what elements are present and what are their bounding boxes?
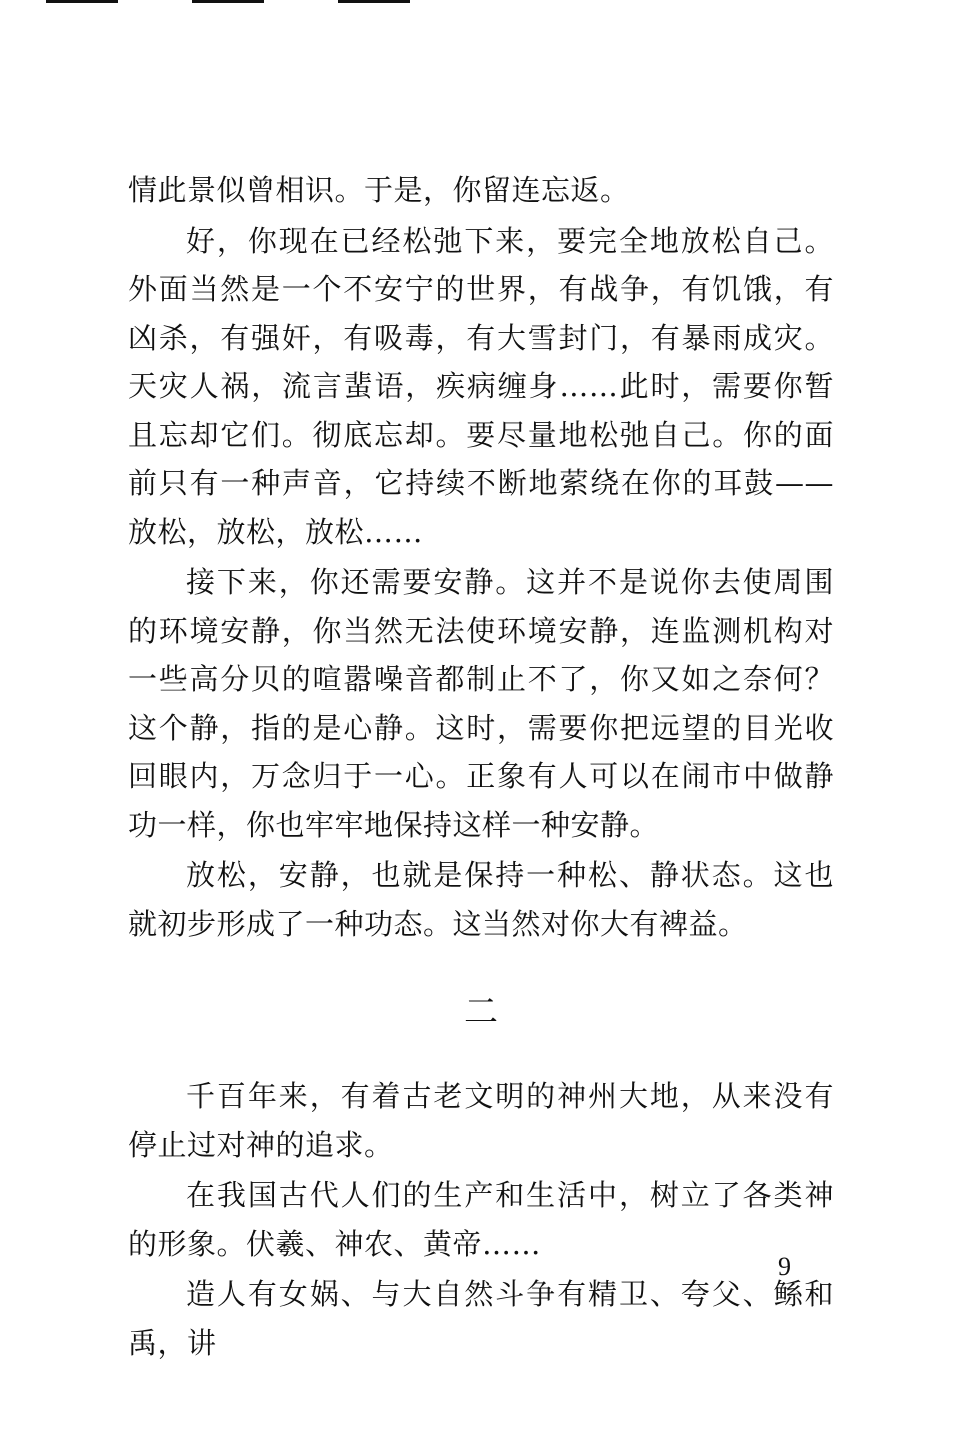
paragraph-4: 放松，安静，也就是保持一种松、静状态。这也就初步形成了一种功态。这当然对你大有裨益。 [128, 858, 834, 941]
paragraph-3: 接下来，你还需要安静。这并不是说你去使周围的环境安静，你当然无法使环境安静，连监测机构对一些高分贝的喧嚣噪音都制止不了，你又如之奈何？这个静，指的是心静。这时，需要你把远望的目光收回眼内，万念归于一心。正象有人可以在闹市中做静功一样，你也牢牢地保持这样一种安静。 [128, 565, 834, 842]
section-heading: 二 [464, 992, 498, 1032]
paragraph-5: 千百年来，有着古老文明的神州大地，从来没有停止过对神的追求。 [128, 1079, 834, 1162]
page-body [128, 166, 834, 1369]
paragraph-6: 在我国古代人们的生产和生活中，树立了各类神的形象。伏羲、神农、黄帝…… [128, 1178, 834, 1261]
top-rule-left [46, 0, 118, 3]
top-rule-middle [192, 0, 264, 3]
page-number: 9 [778, 1252, 791, 1281]
paragraph-7: 造人有女娲、与大自然斗争有精卫、夸父、鲧和禹，讲 [128, 1277, 834, 1360]
paragraph-1: 情此景似曾相识。于是，你留连忘返。 [128, 173, 630, 207]
paragraph-2: 好，你现在已经松弛下来，要完全地放松自己。外面当然是一个不安宁的世界，有战争，有饥饿，有凶杀，有强奸，有吸毒，有大雪封门，有暴雨成灾。天灾人祸，流言蜚语，疾病缠身……此时，需要你暂且忘却它们。彻底忘却。要尽量地松弛自己。你的面前只有一种声音，它持续不断地萦绕在你的耳鼓——放松，放松，放松…… [128, 223, 834, 549]
top-rule-right [338, 0, 410, 3]
